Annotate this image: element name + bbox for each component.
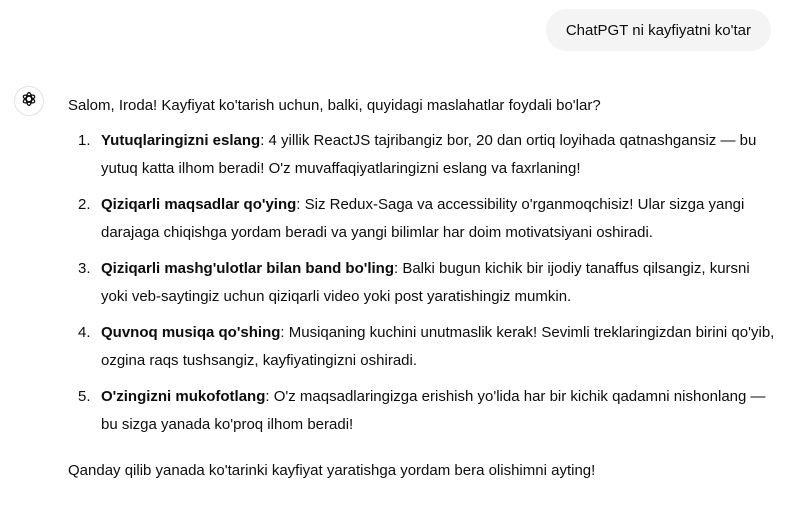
- tips-list: [68, 127, 780, 439]
- list-item-title: Qiziqarli maqsadlar qo'ying: [101, 196, 297, 213]
- list-item: [68, 255, 780, 311]
- user-message-bubble: [546, 9, 771, 51]
- list-item-number: 3.: [78, 260, 91, 277]
- list-item: [68, 191, 780, 247]
- list-item-text: : Balki bugun kichik bir ijodiy tanaffus qilsangiz, kursni yoki veb-saytingiz uchun qiziqarli video yoki post yaratishingiz mumkin.: [101, 260, 750, 305]
- list-item-text: : Siz Redux-Saga va accessibility o'rganmoqchisiz! Ular sizga yangi darajaga chiqishga yordam beradi va yangi bilimlar har doim motivatsiyani oshiradi.: [101, 196, 745, 241]
- list-item-title: Quvnoq musiqa qo'shing: [101, 324, 281, 341]
- list-item-number: 5.: [78, 388, 91, 405]
- list-item-title: Yutuqlaringizni eslang: [101, 132, 261, 149]
- list-item-number: 4.: [78, 324, 91, 341]
- list-item-number: 1.: [78, 132, 91, 149]
- user-message-text: ChatPGT ni kayfiyatni ko'tar: [565, 21, 751, 39]
- assistant-intro: Salom, Iroda! Kayfiyat ko'tarish uchun, balki, quyidagi maslahatlar foydali bo'lar?: [68, 97, 601, 114]
- list-item: [68, 319, 780, 375]
- assistant-avatar: [14, 86, 44, 116]
- list-item-text: : 4 yillik ReactJS tajribangiz bor, 20 dan ortiq loyihada qatnashgansiz — bu yutuq katta ilhom beradi! O'z muvaffaqiyatlaringizni eslang va faxrlaning!: [101, 132, 757, 177]
- assistant-message: [68, 92, 780, 485]
- list-item-title: Qiziqarli mashg'ulotlar bilan band bo'ling: [101, 260, 394, 277]
- list-item: [68, 383, 780, 439]
- list-item-text: : O'z maqsadlaringizga erishish yo'lida har bir kichik qadamni nishonlang — bu sizga yanada ko'proq ilhom beradi!: [101, 388, 766, 433]
- list-item: [68, 127, 780, 183]
- list-item-title: O'zingizni mukofotlang: [101, 388, 266, 405]
- list-item-text: : Musiqaning kuchini unutmaslik kerak! Sevimli treklaringizdan birini qo'yib, ozgina raqs tushsangiz, kayfiyatingizni oshiradi.: [101, 324, 775, 369]
- assistant-outro: Qanday qilib yanada ko'tarinki kayfiyat yaratishga yordam bera olishimni ayting!: [68, 462, 596, 479]
- openai-logo-icon: [19, 89, 39, 114]
- list-item-number: 2.: [78, 196, 91, 213]
